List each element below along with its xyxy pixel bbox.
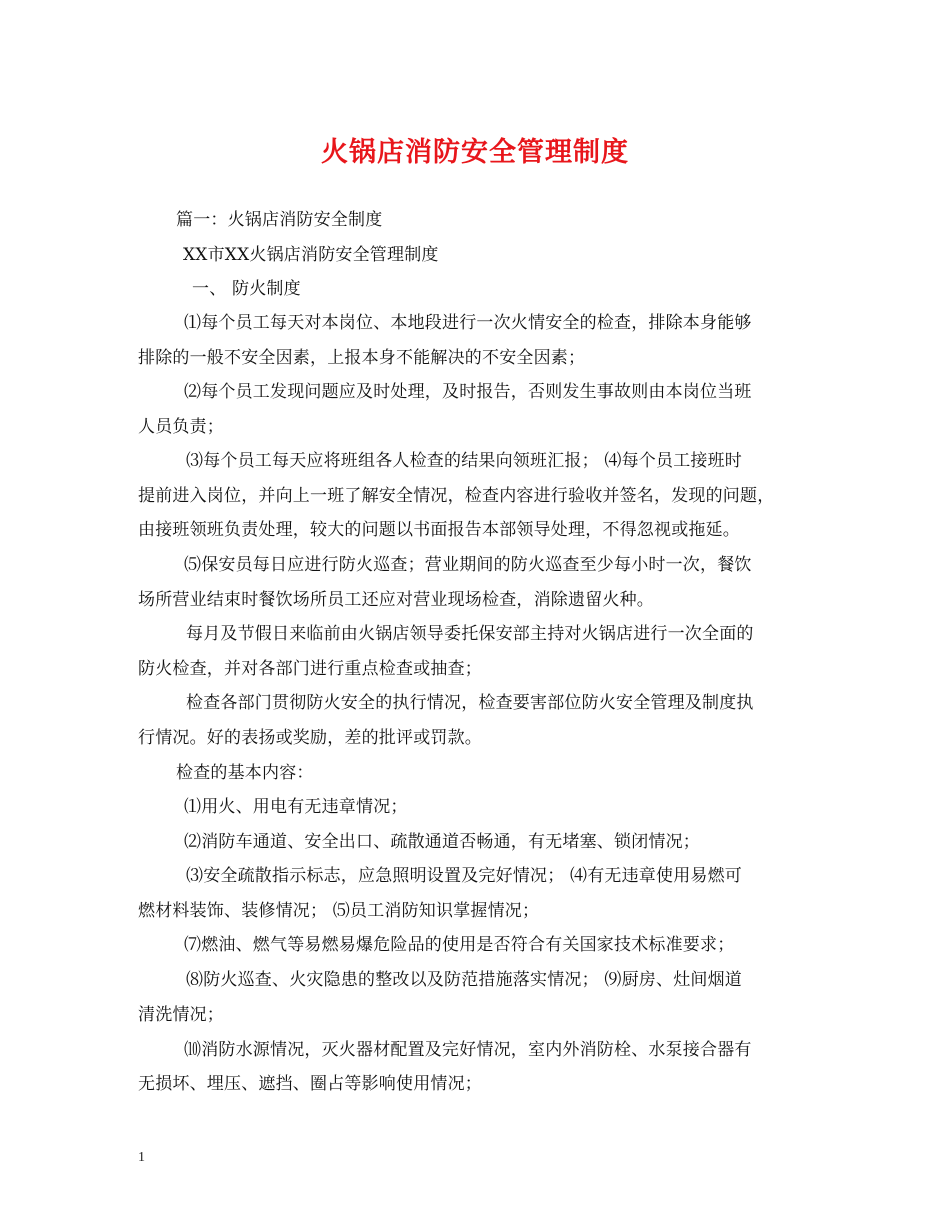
paragraph-line: 排除的一般不安全因素，上报本身不能解决的不安全因素； <box>138 348 586 368</box>
regulation-title: XX市XX火锅店消防安全管理制度 <box>183 245 439 265</box>
section-heading: 篇一：火锅店消防安全制度 <box>176 210 383 230</box>
page-number: 1 <box>138 1150 145 1165</box>
paragraph-line: 行情况。好的表扬或奖励，差的批评或罚款。 <box>138 728 482 748</box>
paragraph-line: 检查的基本内容： <box>176 763 314 783</box>
chapter-heading: 一、 防火制度 <box>192 279 301 299</box>
paragraph-line: ⑺燃油、燃气等易燃易爆危险品的使用是否符合有关国家技术标准要求； <box>184 935 735 955</box>
paragraph-line: 场所营业结束时餐饮场所员工还应对营业现场检查，消除遗留火种。 <box>138 590 654 610</box>
paragraph-line: 检查各部门贯彻防火安全的执行情况，检查要害部位防火安全管理及制度执 <box>186 693 754 713</box>
paragraph-line: ⑴用火、用电有无违章情况； <box>184 797 408 817</box>
paragraph-line: ⑽消防水源情况，灭火器材配置及完好情况，室内外消防栓、水泵接合器有 <box>184 1040 752 1060</box>
paragraph-line: 燃材料装饰、装修情况； ⑸员工消防知识掌握情况； <box>138 901 540 921</box>
paragraph-line: 人员负责； <box>138 417 224 437</box>
paragraph-line: ⑵消防车通道、安全出口、疏散通道否畅通，有无堵塞、锁闭情况； <box>184 832 700 852</box>
paragraph-line: 提前进入岗位，并向上一班了解安全情况，检查内容进行验收并签名，发现的问题， <box>138 486 775 506</box>
paragraph-line: ⑶每个员工每天应将班组各人检查的结果向领班汇报； ⑷每个员工接班时 <box>186 451 743 471</box>
paragraph-line: 清洗情况； <box>138 1005 224 1025</box>
paragraph-line: ⑻防火巡查、火灾隐患的整改以及防范措施落实情况； ⑼厨房、灶间烟道 <box>186 970 743 990</box>
paragraph-line: ⑴每个员工每天对本岗位、本地段进行一次火情安全的检查，排除本身能够 <box>184 313 752 333</box>
paragraph-line: 无损坏、埋压、遮挡、圈占等影响使用情况； <box>138 1074 482 1094</box>
paragraph-line: 由接班领班负责处理，较大的问题以书面报告本部领导处理，不得忽视或拖延。 <box>138 520 740 540</box>
paragraph-line: ⑸保安员每日应进行防火巡查；营业期间的防火巡查至少每小时一次，餐饮 <box>184 555 752 575</box>
paragraph-line: 每月及节假日来临前由火锅店领导委托保安部主持对火锅店进行一次全面的 <box>186 624 754 644</box>
paragraph-line: 防火检查，并对各部门进行重点检查或抽查； <box>138 659 482 679</box>
paragraph-line: ⑵每个员工发现问题应及时处理，及时报告，否则发生事故则由本岗位当班 <box>184 382 752 402</box>
document-title: 火锅店消防安全管理制度 <box>321 137 629 168</box>
paragraph-line: ⑶安全疏散指示标志，应急照明设置及完好情况； ⑷有无违章使用易燃可 <box>186 866 743 886</box>
